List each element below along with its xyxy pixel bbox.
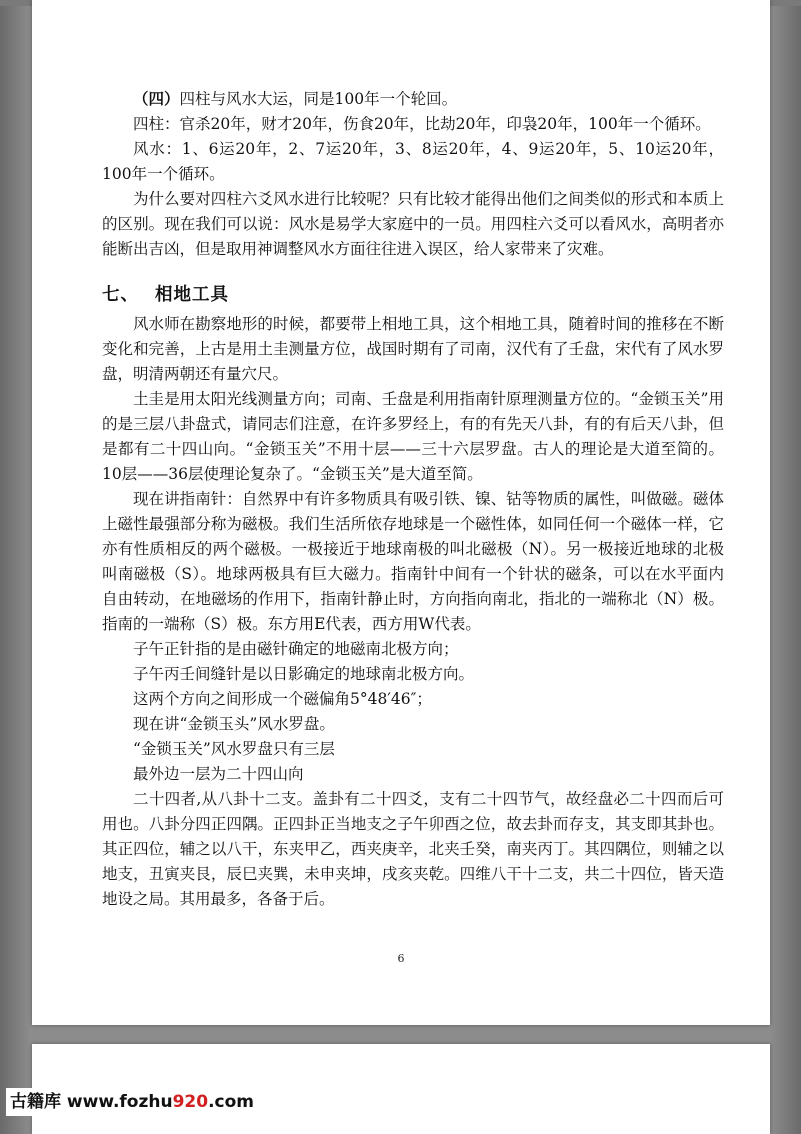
page-number: 6 [397,952,405,965]
paragraph-text: 四柱与风水大运，同是100年一个轮回。 [179,90,458,108]
paragraph-fengshui-cycle: 风水：1、6运20年，2、7运20年，3、8运20年，4、9运20年，5、10运20年，100年一个循环。 [102,140,724,183]
paragraph-four-pillars: 四柱：官杀20年，财才20年，伤食20年，比劫20年，印袅20年，100年一个循环。 [133,115,711,133]
paragraph-fengzhen: 子午丙壬间缝针是以日影确定的地球南北极方向。 [133,665,475,683]
watermark-site-suffix: .com [208,1092,255,1112]
paragraph-zhengzhen: 子午正针指的是由磁针确定的地磁南北极方向； [133,640,459,658]
page-content [102,86,724,912]
paragraph-label: （四） [133,89,180,108]
paragraph-declination: 这两个方向之间形成一个磁偏角5°48′46″； [133,690,432,708]
paragraph-comparison: 为什么要对四柱六爻风水进行比较呢？只有比较才能得出他们之间类似的形式和本质上的区别。现在我们可以说：风水是易学大家庭中的一员。用四柱六爻可以看风水，高明者亦能断出吉凶，但是取用神调整风水方面往往进入误区，给人家带来了灾难。 [102,190,724,258]
watermark-site-prefix: www.fozhu [66,1092,173,1112]
watermark-brand: 古籍库 [10,1092,67,1112]
paragraph-four-pillars-cycle [102,86,724,112]
paragraph-outer-layer: 最外边一层为二十四山向 [133,765,304,783]
paragraph-tools-intro: 风水师在勘察地形的时候，都要带上相地工具，这个相地工具，随着时间的推移在不断变化和完善，上古是用土圭测量方位，战国时期有了司南，汉代有了壬盘，宋代有了风水罗盘，明清两朝还有量穴尺。 [102,315,724,383]
section-number: 七、 [102,285,139,305]
document-page [32,0,770,1025]
paragraph-twenty-four: 二十四者,从八卦十二支。盖卦有二十四爻，支有二十四节气，故经盘必二十四而后可用也。八卦分四正四隅。正四卦正当地支之子午卯酉之位，故去卦而存支，其支即其卦也。其正四位，辅之以八干，东夹甲乙，西夹庚辛，北夹壬癸，南夹丙丁。其四隅位，则辅之以地支，丑寅夹艮，辰巳夹巽，未申夹坤，戌亥夹乾。四维八干十二支，共二十四位，皆天造地设之局。其用最多，各备于后。 [102,790,724,908]
watermark-logo [6,1088,258,1116]
paragraph-compass: 现在讲指南针：自然界中有许多物质具有吸引铁、镍、钴等物质的属性，叫做磁。磁体上磁性最强部分称为磁极。我们生活所依存地球是一个磁性体，如同任何一个磁体一样，它亦有性质相反的两个磁极。一极接近于地球南极的叫北磁极（N）。另一极接近地球的北极叫南磁极（S）。地球两极具有巨大磁力。指南针中间有一个针状的磁条，可以在水平面内自由转动，在地磁场的作用下，指南针静止时，方向指向南北，指北的一端称北（N）极。指南的一端称（S）极。东方用E代表，西方用W代表。 [102,490,724,633]
watermark-site-digits: 920 [172,1092,209,1112]
section-heading [102,282,724,308]
paragraph-tugui: 土圭是用太阳光线测量方向；司南、壬盘是利用指南针原理测量方位的。“金锁玉关”用的是三层八卦盘式，请同志们注意，在许多罗经上，有的有先天八卦，有的有后天八卦，但是都有二十四山向。“金锁玉关”不用十层——三十六层罗盘。古人的理论是大道至简的。10层——36层使理论复杂了。“金锁玉关”是大道至简。 [102,390,724,483]
section-title: 相地工具 [155,285,229,305]
paragraph-luopan-intro: 现在讲“金锁玉头”风水罗盘。 [133,715,335,733]
paragraph-three-layers: “金锁玉关”风水罗盘只有三层 [133,740,335,758]
